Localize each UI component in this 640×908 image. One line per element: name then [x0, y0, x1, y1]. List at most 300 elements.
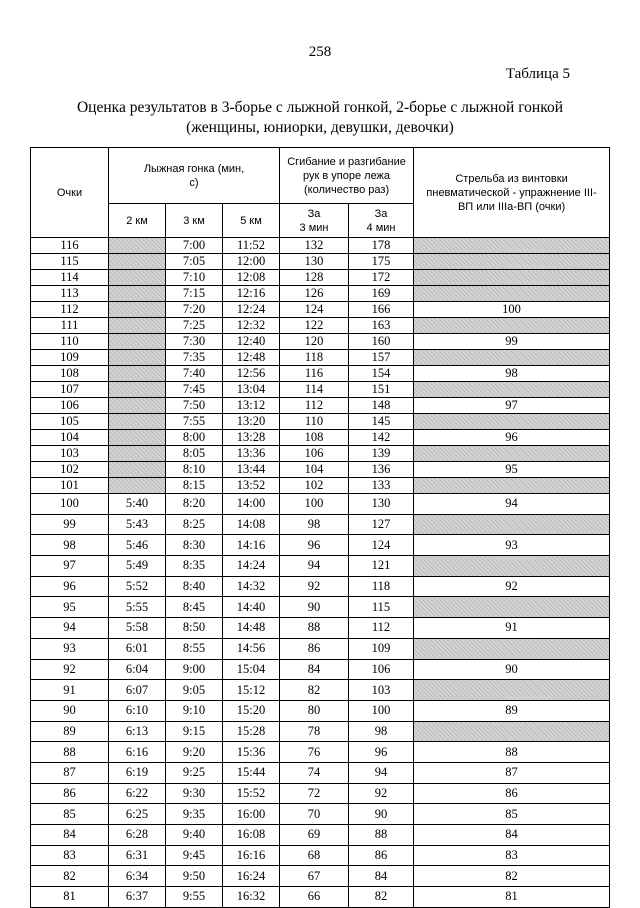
- cell-pushups-4min: 121: [349, 556, 414, 577]
- cell-ski-5km: 13:52: [223, 478, 280, 494]
- cell-pushups-3min: 116: [280, 366, 349, 382]
- cell-ski-2km: 6:31: [109, 845, 166, 866]
- cell-ski-3km: 7:55: [166, 414, 223, 430]
- table-row: [31, 597, 610, 618]
- cell-pushups-4min: 84: [349, 866, 414, 887]
- cell-pushups-3min: 106: [280, 446, 349, 462]
- cell-ski-5km: 16:24: [223, 866, 280, 887]
- cell-pushups-3min: 90: [280, 597, 349, 618]
- header-pushups-3min-line-2: 3 мин: [299, 221, 329, 234]
- cell-pushups-4min: 86: [349, 845, 414, 866]
- cell-points: 91: [31, 680, 109, 701]
- cell-shooting: [414, 254, 610, 270]
- cell-ski-5km: 15:44: [223, 762, 280, 783]
- cell-shooting: 95: [414, 462, 610, 478]
- cell-points: 104: [31, 430, 109, 446]
- cell-ski-5km: 15:04: [223, 659, 280, 680]
- table-row: [31, 286, 610, 302]
- cell-ski-3km: 9:40: [166, 825, 223, 846]
- cell-points: 90: [31, 700, 109, 721]
- cell-ski-2km: 5:40: [109, 494, 166, 515]
- cell-ski-5km: 14:32: [223, 576, 280, 597]
- cell-pushups-4min: 100: [349, 700, 414, 721]
- cell-shooting: [414, 556, 610, 577]
- cell-points: 84: [31, 825, 109, 846]
- cell-points: 110: [31, 334, 109, 350]
- cell-ski-2km: [109, 334, 166, 350]
- cell-ski-3km: 8:05: [166, 446, 223, 462]
- cell-pushups-3min: 114: [280, 382, 349, 398]
- cell-pushups-4min: 103: [349, 680, 414, 701]
- cell-ski-2km: 5:49: [109, 556, 166, 577]
- cell-ski-5km: 14:08: [223, 514, 280, 535]
- cell-ski-2km: 6:34: [109, 866, 166, 887]
- header-pushups-4min: [349, 204, 414, 238]
- table-row: [31, 742, 610, 763]
- cell-ski-2km: [109, 430, 166, 446]
- table-row: [31, 700, 610, 721]
- cell-ski-5km: 12:32: [223, 318, 280, 334]
- cell-shooting: 90: [414, 659, 610, 680]
- cell-ski-5km: 16:00: [223, 804, 280, 825]
- cell-pushups-3min: 104: [280, 462, 349, 478]
- cell-pushups-3min: 74: [280, 762, 349, 783]
- cell-ski-5km: 14:24: [223, 556, 280, 577]
- cell-pushups-3min: 100: [280, 494, 349, 515]
- cell-points: 94: [31, 618, 109, 639]
- cell-shooting: [414, 680, 610, 701]
- cell-ski-2km: 5:52: [109, 576, 166, 597]
- cell-shooting: [414, 318, 610, 334]
- cell-ski-5km: 12:16: [223, 286, 280, 302]
- cell-ski-2km: [109, 254, 166, 270]
- cell-points: 87: [31, 762, 109, 783]
- cell-ski-5km: 12:40: [223, 334, 280, 350]
- cell-points: 106: [31, 398, 109, 414]
- cell-pushups-4min: 96: [349, 742, 414, 763]
- cell-ski-3km: 8:25: [166, 514, 223, 535]
- cell-ski-2km: [109, 462, 166, 478]
- cell-ski-2km: 6:16: [109, 742, 166, 763]
- cell-ski-3km: 9:55: [166, 887, 223, 908]
- cell-points: 95: [31, 597, 109, 618]
- cell-shooting: [414, 286, 610, 302]
- cell-ski-3km: 9:05: [166, 680, 223, 701]
- cell-shooting: 97: [414, 398, 610, 414]
- table-row: [31, 514, 610, 535]
- cell-ski-2km: 5:43: [109, 514, 166, 535]
- cell-pushups-3min: 67: [280, 866, 349, 887]
- header-ski-2km: 2 км: [109, 204, 166, 238]
- cell-ski-5km: 15:52: [223, 783, 280, 804]
- cell-pushups-3min: 69: [280, 825, 349, 846]
- header-pushups-3min-line-1: За: [307, 207, 321, 220]
- cell-points: 85: [31, 804, 109, 825]
- cell-pushups-3min: 110: [280, 414, 349, 430]
- header-pushups-3min: [280, 204, 349, 238]
- table-row: [31, 430, 610, 446]
- cell-ski-5km: 12:48: [223, 350, 280, 366]
- cell-pushups-3min: 96: [280, 535, 349, 556]
- cell-pushups-4min: 175: [349, 254, 414, 270]
- cell-ski-5km: 15:28: [223, 721, 280, 742]
- cell-ski-5km: 12:24: [223, 302, 280, 318]
- cell-points: 97: [31, 556, 109, 577]
- cell-pushups-3min: 118: [280, 350, 349, 366]
- cell-shooting: 98: [414, 366, 610, 382]
- cell-pushups-3min: 126: [280, 286, 349, 302]
- cell-ski-5km: 11:52: [223, 238, 280, 254]
- cell-pushups-4min: 98: [349, 721, 414, 742]
- cell-ski-2km: [109, 366, 166, 382]
- cell-pushups-4min: 154: [349, 366, 414, 382]
- cell-pushups-3min: 88: [280, 618, 349, 639]
- cell-pushups-4min: 118: [349, 576, 414, 597]
- cell-ski-5km: 15:36: [223, 742, 280, 763]
- cell-pushups-4min: 106: [349, 659, 414, 680]
- table-row: [31, 576, 610, 597]
- cell-ski-5km: 13:12: [223, 398, 280, 414]
- cell-pushups-3min: 80: [280, 700, 349, 721]
- table-row: [31, 478, 610, 494]
- title-line-1: Оценка результатов в 3-борье с лыжной гонкой, 2-борье с лыжной гонкой: [76, 99, 564, 116]
- cell-pushups-4min: 151: [349, 382, 414, 398]
- cell-ski-2km: [109, 270, 166, 286]
- table-row: [31, 783, 610, 804]
- cell-shooting: [414, 350, 610, 366]
- cell-ski-5km: 14:16: [223, 535, 280, 556]
- cell-ski-3km: 9:10: [166, 700, 223, 721]
- cell-pushups-3min: 102: [280, 478, 349, 494]
- cell-ski-3km: 8:10: [166, 462, 223, 478]
- cell-pushups-3min: 120: [280, 334, 349, 350]
- cell-shooting: 87: [414, 762, 610, 783]
- table-row: [31, 638, 610, 659]
- cell-points: 98: [31, 535, 109, 556]
- cell-ski-3km: 8:45: [166, 597, 223, 618]
- cell-pushups-4min: 90: [349, 804, 414, 825]
- cell-ski-3km: 7:50: [166, 398, 223, 414]
- header-pushups-4min-line-2: 4 мин: [366, 221, 396, 234]
- cell-shooting: 82: [414, 866, 610, 887]
- cell-shooting: 86: [414, 783, 610, 804]
- cell-ski-3km: 8:35: [166, 556, 223, 577]
- cell-pushups-4min: 139: [349, 446, 414, 462]
- cell-points: 105: [31, 414, 109, 430]
- table-title: [30, 98, 610, 138]
- cell-pushups-3min: 84: [280, 659, 349, 680]
- cell-shooting: 96: [414, 430, 610, 446]
- cell-pushups-3min: 122: [280, 318, 349, 334]
- cell-pushups-3min: 112: [280, 398, 349, 414]
- header-pushups-4min-line-1: За: [374, 207, 388, 220]
- cell-pushups-4min: 130: [349, 494, 414, 515]
- cell-ski-3km: 8:50: [166, 618, 223, 639]
- cell-ski-2km: 6:07: [109, 680, 166, 701]
- cell-ski-2km: [109, 286, 166, 302]
- cell-points: 115: [31, 254, 109, 270]
- cell-ski-3km: 9:15: [166, 721, 223, 742]
- cell-ski-5km: 13:36: [223, 446, 280, 462]
- cell-shooting: [414, 414, 610, 430]
- cell-ski-2km: [109, 302, 166, 318]
- cell-shooting: 92: [414, 576, 610, 597]
- cell-pushups-4min: 112: [349, 618, 414, 639]
- cell-ski-2km: 5:46: [109, 535, 166, 556]
- page-number: 258: [308, 44, 332, 60]
- cell-points: 102: [31, 462, 109, 478]
- cell-points: 112: [31, 302, 109, 318]
- cell-ski-2km: [109, 414, 166, 430]
- cell-pushups-3min: 92: [280, 576, 349, 597]
- table-row: [31, 254, 610, 270]
- cell-ski-2km: 6:25: [109, 804, 166, 825]
- table-row: [31, 382, 610, 398]
- cell-ski-5km: 14:40: [223, 597, 280, 618]
- cell-ski-2km: 6:01: [109, 638, 166, 659]
- table-row: [31, 318, 610, 334]
- cell-pushups-3min: 66: [280, 887, 349, 908]
- cell-shooting: 99: [414, 334, 610, 350]
- score-table-body: [31, 238, 610, 908]
- cell-points: 109: [31, 350, 109, 366]
- cell-ski-3km: 7:40: [166, 366, 223, 382]
- header-points: Очки: [31, 148, 109, 238]
- cell-ski-2km: 5:58: [109, 618, 166, 639]
- table-row: [31, 618, 610, 639]
- cell-ski-2km: [109, 382, 166, 398]
- cell-pushups-4min: 157: [349, 350, 414, 366]
- cell-ski-5km: 15:20: [223, 700, 280, 721]
- table-label: Таблица 5: [505, 66, 570, 82]
- header-shooting: Стрельба из винтовки пневматической - упражнение III-ВП или IIIа-ВП (очки): [414, 148, 610, 238]
- table-row: [31, 398, 610, 414]
- cell-pushups-4min: 169: [349, 286, 414, 302]
- cell-ski-3km: 7:35: [166, 350, 223, 366]
- cell-ski-2km: [109, 318, 166, 334]
- header-ski-5km: 5 км: [223, 204, 280, 238]
- cell-shooting: [414, 721, 610, 742]
- cell-ski-2km: [109, 398, 166, 414]
- cell-pushups-3min: 98: [280, 514, 349, 535]
- cell-ski-2km: [109, 238, 166, 254]
- cell-shooting: 85: [414, 804, 610, 825]
- cell-ski-3km: 9:35: [166, 804, 223, 825]
- cell-ski-5km: 14:00: [223, 494, 280, 515]
- cell-ski-3km: 7:10: [166, 270, 223, 286]
- cell-shooting: 94: [414, 494, 610, 515]
- cell-pushups-4min: 124: [349, 535, 414, 556]
- cell-pushups-3min: 68: [280, 845, 349, 866]
- table-row: [31, 462, 610, 478]
- cell-pushups-4min: 109: [349, 638, 414, 659]
- cell-shooting: [414, 478, 610, 494]
- table-row: [31, 535, 610, 556]
- cell-ski-3km: 7:30: [166, 334, 223, 350]
- cell-shooting: 91: [414, 618, 610, 639]
- cell-ski-3km: 8:00: [166, 430, 223, 446]
- table-row: [31, 494, 610, 515]
- cell-ski-3km: 8:55: [166, 638, 223, 659]
- cell-shooting: 81: [414, 887, 610, 908]
- cell-points: 93: [31, 638, 109, 659]
- cell-ski-2km: 6:10: [109, 700, 166, 721]
- cell-ski-2km: [109, 478, 166, 494]
- cell-pushups-3min: 76: [280, 742, 349, 763]
- table-row: [31, 887, 610, 908]
- table-row: [31, 414, 610, 430]
- cell-ski-3km: 9:25: [166, 762, 223, 783]
- cell-ski-3km: 7:25: [166, 318, 223, 334]
- cell-shooting: [414, 446, 610, 462]
- cell-ski-5km: 13:28: [223, 430, 280, 446]
- cell-pushups-4min: 115: [349, 597, 414, 618]
- cell-shooting: 88: [414, 742, 610, 763]
- cell-ski-3km: 8:15: [166, 478, 223, 494]
- cell-ski-2km: [109, 446, 166, 462]
- cell-ski-3km: 9:00: [166, 659, 223, 680]
- cell-ski-3km: 8:30: [166, 535, 223, 556]
- cell-ski-2km: 6:13: [109, 721, 166, 742]
- cell-pushups-3min: 70: [280, 804, 349, 825]
- cell-points: 101: [31, 478, 109, 494]
- cell-pushups-4min: 172: [349, 270, 414, 286]
- cell-pushups-4min: 160: [349, 334, 414, 350]
- cell-shooting: [414, 270, 610, 286]
- cell-ski-5km: 14:48: [223, 618, 280, 639]
- cell-ski-2km: 6:19: [109, 762, 166, 783]
- cell-ski-3km: 9:50: [166, 866, 223, 887]
- cell-ski-5km: 16:32: [223, 887, 280, 908]
- cell-points: 113: [31, 286, 109, 302]
- cell-pushups-3min: 132: [280, 238, 349, 254]
- cell-ski-5km: 15:12: [223, 680, 280, 701]
- cell-points: 96: [31, 576, 109, 597]
- cell-points: 108: [31, 366, 109, 382]
- cell-ski-2km: 5:55: [109, 597, 166, 618]
- table-row: [31, 270, 610, 286]
- cell-points: 82: [31, 866, 109, 887]
- table-row: [31, 762, 610, 783]
- header-ski-3km: 3 км: [166, 204, 223, 238]
- cell-ski-5km: 13:04: [223, 382, 280, 398]
- cell-ski-3km: 9:45: [166, 845, 223, 866]
- cell-pushups-4min: 127: [349, 514, 414, 535]
- table-row: [31, 721, 610, 742]
- cell-ski-5km: 13:44: [223, 462, 280, 478]
- cell-points: 89: [31, 721, 109, 742]
- cell-pushups-3min: 82: [280, 680, 349, 701]
- table-row: [31, 366, 610, 382]
- cell-pushups-4min: 92: [349, 783, 414, 804]
- cell-pushups-3min: 108: [280, 430, 349, 446]
- cell-pushups-3min: 72: [280, 783, 349, 804]
- header-pushups: Сгибание и разгибание рук в упоре лежа (количество раз): [280, 148, 414, 204]
- cell-pushups-4min: 136: [349, 462, 414, 478]
- cell-pushups-4min: 82: [349, 887, 414, 908]
- cell-ski-2km: 6:37: [109, 887, 166, 908]
- cell-ski-2km: [109, 350, 166, 366]
- cell-ski-3km: 8:20: [166, 494, 223, 515]
- title-line-2: (женщины, юниорки, девушки, девочки): [186, 119, 454, 136]
- cell-ski-5km: 16:08: [223, 825, 280, 846]
- cell-pushups-3min: 94: [280, 556, 349, 577]
- table-row: [31, 659, 610, 680]
- cell-pushups-4min: 94: [349, 762, 414, 783]
- table-row: [31, 334, 610, 350]
- table-row: [31, 845, 610, 866]
- cell-ski-3km: 9:30: [166, 783, 223, 804]
- cell-points: 88: [31, 742, 109, 763]
- table-row: [31, 446, 610, 462]
- cell-pushups-4min: 166: [349, 302, 414, 318]
- cell-ski-3km: 7:45: [166, 382, 223, 398]
- cell-points: 86: [31, 783, 109, 804]
- score-table: [30, 147, 610, 908]
- cell-shooting: 83: [414, 845, 610, 866]
- cell-pushups-4min: 145: [349, 414, 414, 430]
- cell-ski-5km: 12:08: [223, 270, 280, 286]
- cell-ski-3km: 9:20: [166, 742, 223, 763]
- cell-points: 92: [31, 659, 109, 680]
- cell-points: 111: [31, 318, 109, 334]
- cell-shooting: 89: [414, 700, 610, 721]
- cell-ski-5km: 16:16: [223, 845, 280, 866]
- table-row: [31, 866, 610, 887]
- cell-ski-3km: 7:05: [166, 254, 223, 270]
- cell-pushups-4min: 133: [349, 478, 414, 494]
- cell-shooting: [414, 238, 610, 254]
- cell-shooting: [414, 514, 610, 535]
- cell-pushups-4min: 163: [349, 318, 414, 334]
- cell-pushups-3min: 86: [280, 638, 349, 659]
- cell-points: 100: [31, 494, 109, 515]
- cell-pushups-4min: 88: [349, 825, 414, 846]
- cell-pushups-4min: 178: [349, 238, 414, 254]
- cell-ski-5km: 12:56: [223, 366, 280, 382]
- cell-ski-5km: 13:20: [223, 414, 280, 430]
- cell-ski-3km: 7:20: [166, 302, 223, 318]
- cell-shooting: [414, 382, 610, 398]
- cell-points: 83: [31, 845, 109, 866]
- cell-shooting: 84: [414, 825, 610, 846]
- cell-ski-5km: 14:56: [223, 638, 280, 659]
- table-row: [31, 825, 610, 846]
- cell-ski-3km: 7:00: [166, 238, 223, 254]
- header-ski-race: Лыжная гонка (мин, с): [109, 148, 280, 204]
- cell-shooting: [414, 638, 610, 659]
- cell-ski-2km: 6:28: [109, 825, 166, 846]
- cell-pushups-3min: 78: [280, 721, 349, 742]
- cell-points: 107: [31, 382, 109, 398]
- table-row: [31, 302, 610, 318]
- table-row: [31, 556, 610, 577]
- cell-points: 114: [31, 270, 109, 286]
- cell-pushups-4min: 142: [349, 430, 414, 446]
- cell-pushups-3min: 124: [280, 302, 349, 318]
- cell-points: 116: [31, 238, 109, 254]
- cell-pushups-4min: 148: [349, 398, 414, 414]
- cell-shooting: [414, 597, 610, 618]
- table-row: [31, 350, 610, 366]
- cell-ski-3km: 7:15: [166, 286, 223, 302]
- table-row: [31, 680, 610, 701]
- cell-points: 103: [31, 446, 109, 462]
- cell-pushups-3min: 128: [280, 270, 349, 286]
- cell-ski-2km: 6:22: [109, 783, 166, 804]
- cell-shooting: 100: [414, 302, 610, 318]
- cell-pushups-3min: 130: [280, 254, 349, 270]
